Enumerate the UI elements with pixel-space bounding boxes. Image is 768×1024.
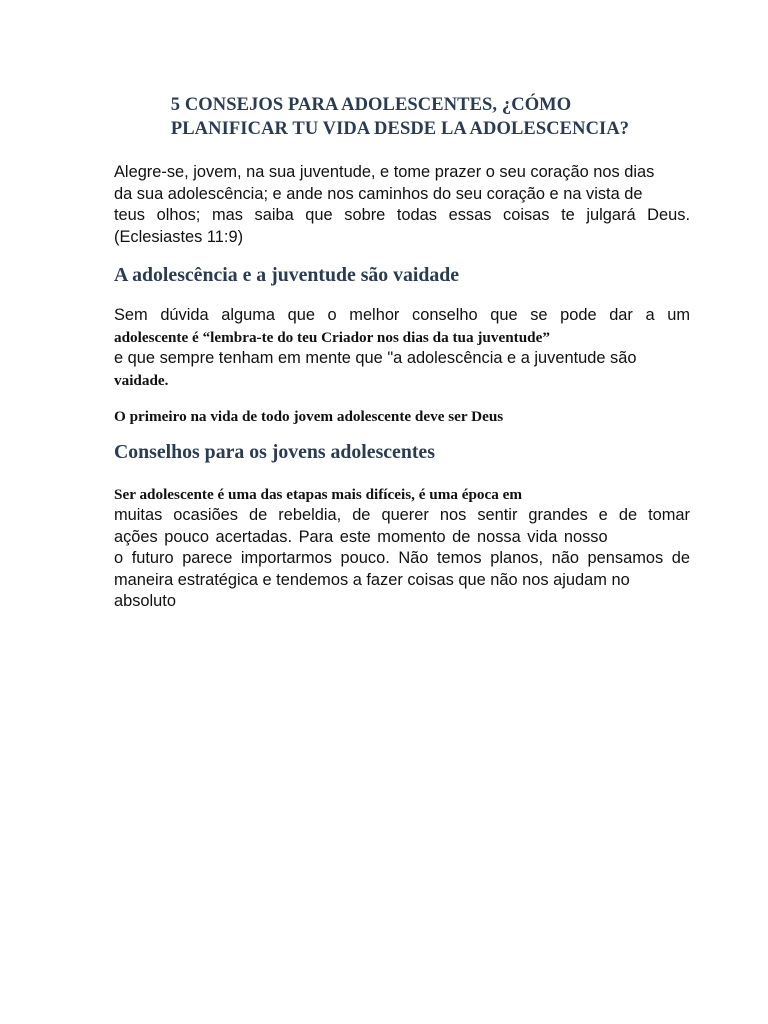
section2-line: muitas ocasiões de rebeldia, de querer nos sentir grandes e de tomar — [114, 506, 690, 524]
section1-quote: adolescente é “lembra-te do teu Criador nos dias da tua juventude” — [114, 328, 550, 346]
document-title — [110, 93, 690, 141]
intro-line: (Eclesiastes 11:9) — [114, 227, 244, 246]
section1-line: Sem dúvida alguma que o melhor conselho que se pode dar a um — [114, 306, 690, 324]
title-line-1: 5 CONSEJOS PARA ADOLESCENTES, ¿CÓMO — [170, 95, 572, 115]
section1-line: e que sempre tenham em mente que "a adolescência e a juventude são — [114, 349, 637, 368]
bold-statement: O primeiro na vida de todo jovem adolescente deve ser Deus — [114, 408, 504, 425]
intro-paragraph — [114, 162, 690, 248]
section-heading-conselhos: Conselhos para os jovens adolescentes — [114, 441, 435, 463]
section2-paragraph — [114, 505, 690, 613]
section1-paragraph — [114, 305, 690, 391]
section2-lead: Ser adolescente é uma das etapas mais difíceis, é uma época em — [114, 486, 523, 503]
section2-line: absoluto — [114, 592, 176, 611]
section2-line: maneira estratégica e tendemos a fazer coisas que não nos ajudam no — [114, 570, 630, 589]
section2-line: ações pouco acertadas. Para este momento de nossa vida nosso — [114, 527, 608, 546]
section2-line: o futuro parece importarmos pouco. Não temos planos, não pensamos de — [114, 549, 690, 568]
intro-line: da sua adolescência; e ande nos caminhos do seu coração e na vista de — [114, 184, 643, 203]
title-line-2: PLANIFICAR TU VIDA DESDE LA ADOLESCENCIA? — [170, 119, 630, 139]
section1-emphasis: vaidade. — [114, 371, 169, 389]
section-heading-vaidade: A adolescência e a juventude são vaidade — [114, 264, 460, 286]
intro-line: Alegre-se, jovem, na sua juventude, e tome prazer o seu coração nos dias — [114, 163, 655, 181]
intro-line: teus olhos; mas saiba que sobre todas essas coisas te julgará Deus. — [114, 206, 690, 225]
